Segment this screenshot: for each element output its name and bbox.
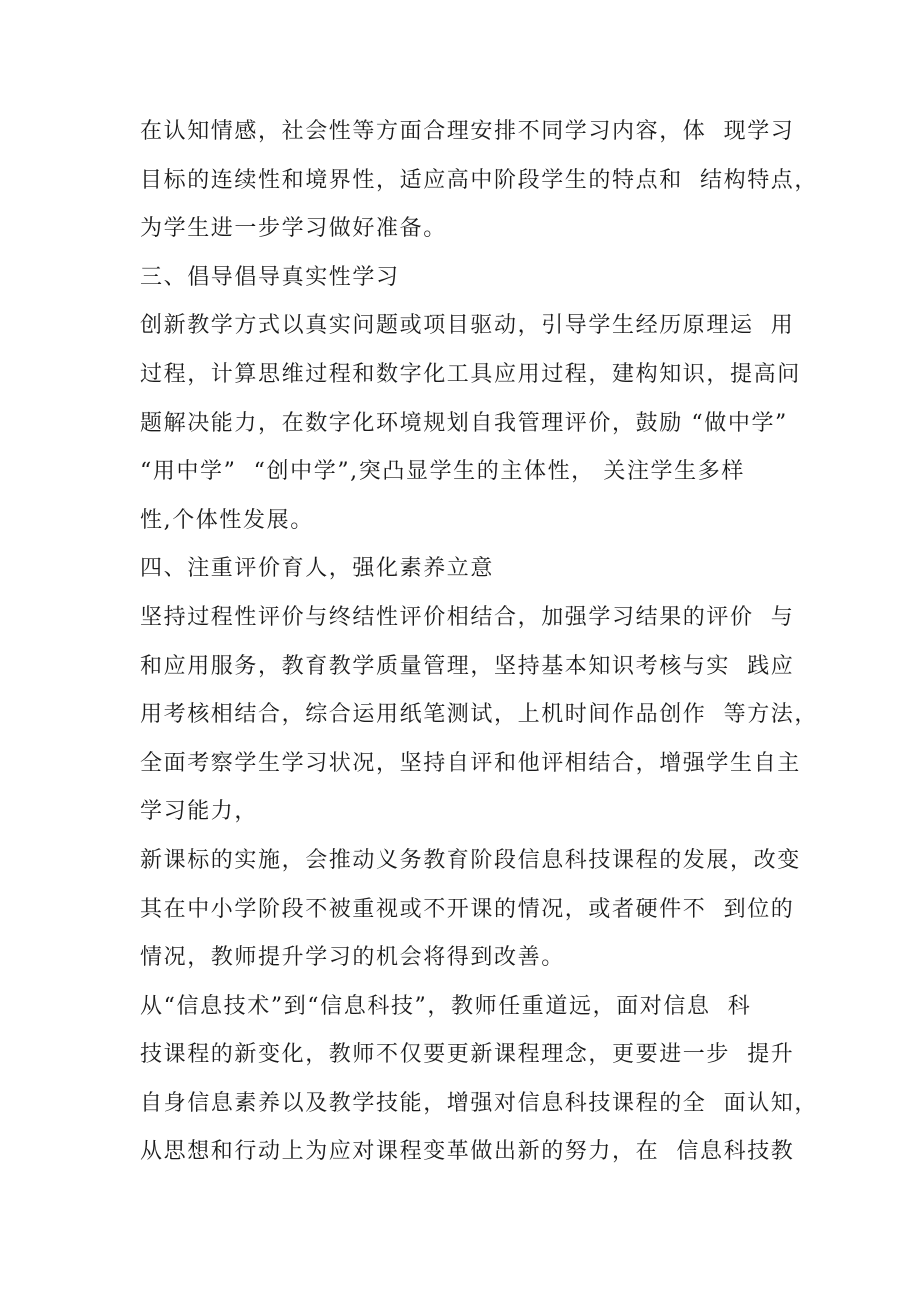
text-line-21: 自身信息素养以及教学技能，增强对信息科技课程的全 面认知， xyxy=(140,1090,818,1116)
document-body xyxy=(140,108,818,1177)
text-line-3: 为学生进一步学习做好准备。 xyxy=(140,216,447,242)
text-line-12: 和应用服务，教育教学质量管理，坚持基本知识考核与实 践应 xyxy=(140,653,795,679)
text-line-14: 全面考察学生学习状况，坚持自评和他评相结合，增强学生自主 xyxy=(140,750,801,776)
text-line-18: 情况，教师提升学习的机会将得到改善。 xyxy=(140,945,565,971)
text-line-19: 从“信息技术”到“信息科技”，教师任重道远，面对信息 科 xyxy=(140,993,752,1019)
text-line-13: 用考核相结合，综合运用纸笔测试，上机时间作品创作 等方法， xyxy=(140,702,818,728)
text-line-15: 学习能力， xyxy=(140,799,259,825)
text-line-20: 技课程的新变化，教师不仅要更新课程理念，更要进一步 提升 xyxy=(140,1042,795,1068)
text-line-16: 新课标的实施，会推动义务教育阶段信息科技课程的发展，改变 xyxy=(140,847,801,873)
text-line-17: 其在中小学阶段不被重视或不开课的情况，或者硬件不 到位的 xyxy=(140,896,795,922)
text-line-6: 过程，计算思维过程和数字化工具应用过程，建构知识，提高问 xyxy=(140,361,801,387)
text-line-8: “用中学” “创中学”,突凸显学生的主体性， 关注学生多样 xyxy=(140,459,745,485)
text-line-22: 从思想和行动上为应对课程变革做出新的努力，在 信息科技教 xyxy=(140,1139,795,1165)
text-line-2: 目标的连续性和境界性，适应高中阶段学生的特点和 结构特点， xyxy=(140,167,818,193)
text-line-11: 坚持过程性评价与终结性评价相结合，加强学习结果的评价 与 xyxy=(140,604,795,630)
text-line-9: 性,个体性发展。 xyxy=(140,507,314,533)
text-line-1: 在认知情感，社会性等方面合理安排不同学习内容，体 现学习 xyxy=(140,119,795,144)
section-heading-3: 三、倡导倡导真实性学习 xyxy=(140,264,400,290)
text-line-7: 题解决能力，在数字化环境规划自我管理评价，鼓励 “做中学” xyxy=(140,410,788,436)
section-heading-4: 四、注重评价育人，强化素养立意 xyxy=(140,556,495,582)
text-line-5: 创新教学方式以真实问题或项目驱动，引导学生经历原理运 用 xyxy=(140,313,795,339)
